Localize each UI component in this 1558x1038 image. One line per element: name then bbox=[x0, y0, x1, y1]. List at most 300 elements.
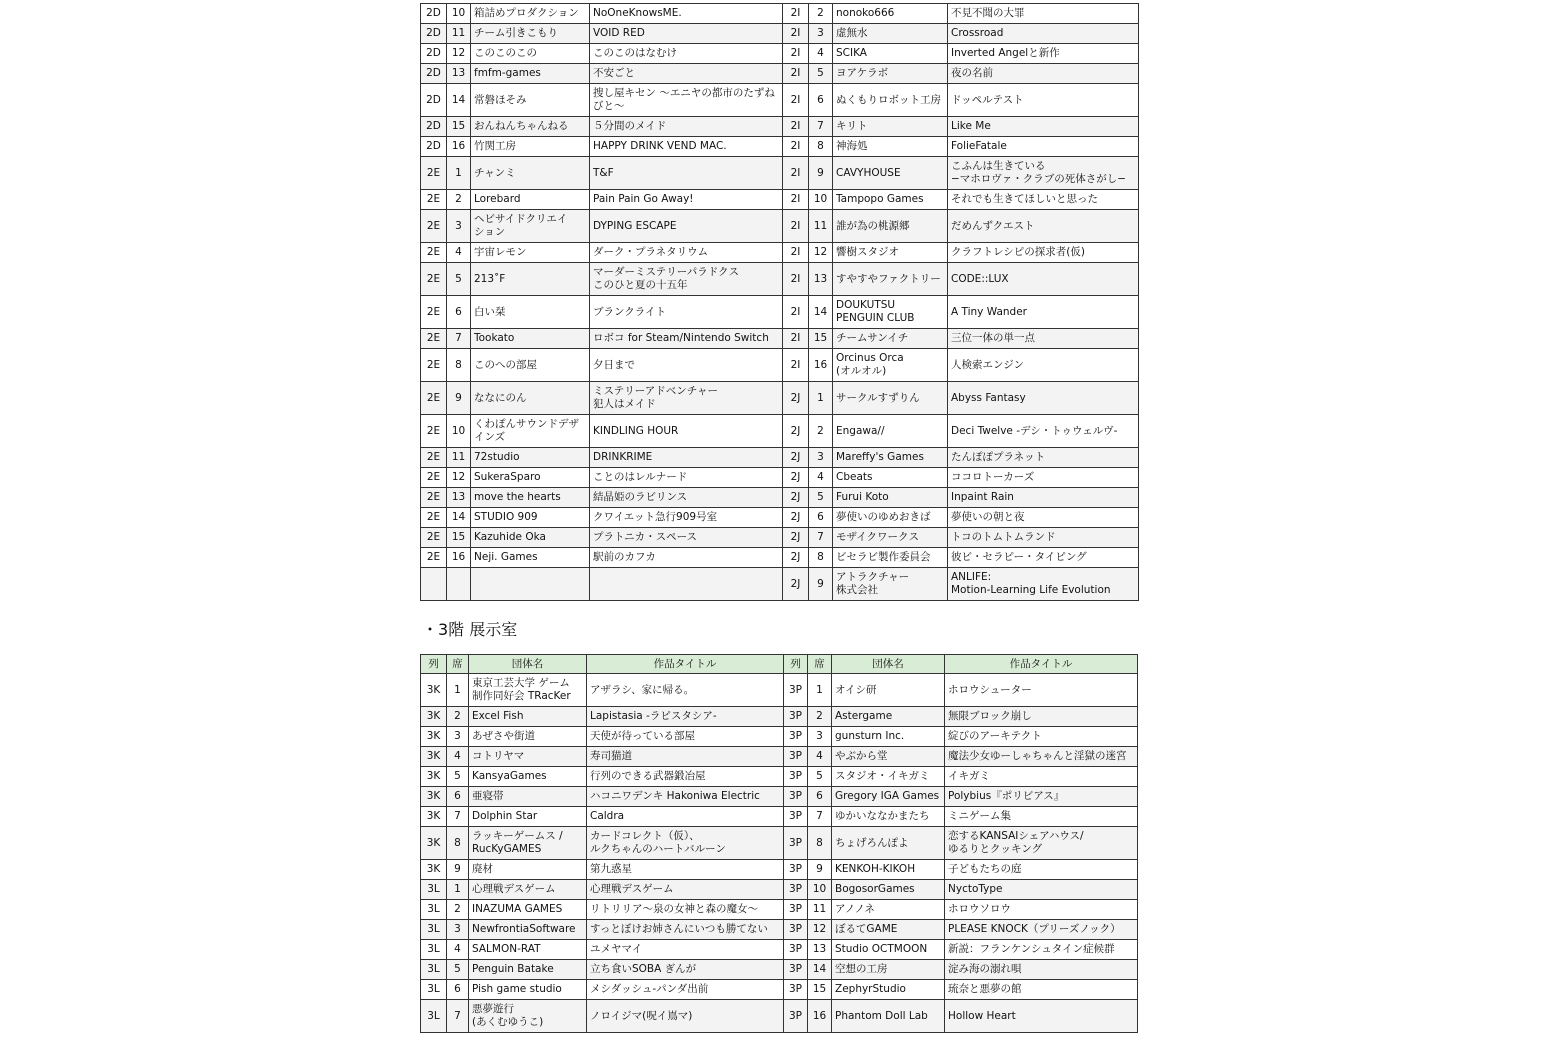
col-cell-group: 72studio bbox=[471, 448, 590, 468]
col-cell-title: クワイエット急行909号室 bbox=[590, 508, 783, 528]
col-cell-title: このこのはなむけ bbox=[590, 44, 783, 64]
col-cell-title: NyctoType bbox=[945, 880, 1138, 900]
col-cell-group: 悪夢遊行 (あくむゆうこ) bbox=[469, 1000, 587, 1033]
col-cell-group: STUDIO 909 bbox=[471, 508, 590, 528]
header-row-col: 列 bbox=[784, 655, 808, 674]
col-cell-row: 2I bbox=[783, 329, 809, 349]
col-cell-group: チームサンイチ bbox=[833, 329, 948, 349]
table-row bbox=[421, 860, 1138, 880]
col-cell-group: Studio OCTMOON bbox=[832, 940, 945, 960]
col-cell-seat: 15 bbox=[809, 329, 833, 349]
table-row bbox=[421, 117, 1139, 137]
col-cell-row: 3K bbox=[421, 827, 447, 860]
col-cell-title: T&F bbox=[590, 157, 783, 190]
col-cell-row: 2E bbox=[421, 296, 447, 329]
table-row bbox=[421, 44, 1139, 64]
header-work-title: 作品タイトル bbox=[587, 655, 784, 674]
col-cell-seat: 11 bbox=[447, 24, 471, 44]
col-cell-row: 3P bbox=[784, 747, 808, 767]
table-row bbox=[421, 84, 1139, 117]
col-cell-seat: 5 bbox=[809, 488, 833, 508]
col-cell-row: 3L bbox=[421, 880, 447, 900]
col-cell-row: 2J bbox=[783, 548, 809, 568]
col-cell-title bbox=[590, 568, 783, 601]
col-cell-group: Furui Koto bbox=[833, 488, 948, 508]
col-cell-group: アトラクチャー 株式会社 bbox=[833, 568, 948, 601]
col-cell-row: 2J bbox=[783, 382, 809, 415]
col-cell-title: KINDLING HOUR bbox=[590, 415, 783, 448]
col-cell-group: 亜寝帯 bbox=[469, 787, 587, 807]
col-cell-row: 2E bbox=[421, 349, 447, 382]
col-cell-seat: 10 bbox=[809, 190, 833, 210]
col-cell-seat: 4 bbox=[447, 747, 469, 767]
col-cell-seat: 3 bbox=[808, 727, 832, 747]
col-cell-title: Abyss Fantasy bbox=[948, 382, 1139, 415]
col-cell-group: DOUKUTSU PENGUIN CLUB bbox=[833, 296, 948, 329]
col-cell-group: やぶから堂 bbox=[832, 747, 945, 767]
table-row bbox=[421, 448, 1139, 468]
col-cell-title: 三位一体の単一点 bbox=[948, 329, 1139, 349]
col-cell-group: KENKOH-KIKOH bbox=[832, 860, 945, 880]
col-cell-title: ミニゲーム集 bbox=[945, 807, 1138, 827]
table-row bbox=[421, 64, 1139, 84]
col-cell-row: 2J bbox=[783, 448, 809, 468]
col-cell-row: 2J bbox=[783, 528, 809, 548]
col-cell-seat: 5 bbox=[447, 263, 471, 296]
col-cell-group: Kazuhide Oka bbox=[471, 528, 590, 548]
col-cell-seat: 11 bbox=[809, 210, 833, 243]
col-cell-seat bbox=[447, 568, 471, 601]
col-cell-row: 3L bbox=[421, 980, 447, 1000]
col-cell-row: 2D bbox=[421, 44, 447, 64]
col-cell-seat: 4 bbox=[808, 747, 832, 767]
col-cell-group: Tookato bbox=[471, 329, 590, 349]
col-cell-title: ホロウシューター bbox=[945, 674, 1138, 707]
col-cell-seat: 12 bbox=[809, 243, 833, 263]
col-cell-row: 2D bbox=[421, 4, 447, 24]
col-cell-row: 3P bbox=[784, 940, 808, 960]
col-cell-row: 2I bbox=[783, 44, 809, 64]
col-cell-group: ぼるてGAME bbox=[832, 920, 945, 940]
col-cell-row: 2E bbox=[421, 528, 447, 548]
col-cell-seat: 15 bbox=[447, 117, 471, 137]
col-cell-group: Engawa// bbox=[833, 415, 948, 448]
table-row bbox=[421, 900, 1138, 920]
col-cell-group: おんねんちゃんねる bbox=[471, 117, 590, 137]
col-cell-seat: 12 bbox=[808, 920, 832, 940]
col-cell-group: 虚無水 bbox=[833, 24, 948, 44]
table-row bbox=[421, 4, 1139, 24]
col-cell-row: 2E bbox=[421, 448, 447, 468]
table-row bbox=[421, 190, 1139, 210]
col-cell-title: ロボコ for Steam/Nintendo Switch bbox=[590, 329, 783, 349]
col-cell-title: 寿司猫道 bbox=[587, 747, 784, 767]
col-cell-title: イキガミ bbox=[945, 767, 1138, 787]
col-cell-title: Crossroad bbox=[948, 24, 1139, 44]
col-cell-row: 2E bbox=[421, 548, 447, 568]
col-cell-row: 3K bbox=[421, 674, 447, 707]
col-cell-seat: 13 bbox=[808, 940, 832, 960]
col-cell-seat: 7 bbox=[447, 329, 471, 349]
col-cell-title: ハコニワデンキ Hakoniwa Electric bbox=[587, 787, 784, 807]
col-cell-title: ダーク・プラネタリウム bbox=[590, 243, 783, 263]
col-cell-row: 2I bbox=[783, 4, 809, 24]
col-cell-group: ちょげろんぽよ bbox=[832, 827, 945, 860]
col-cell-seat: 5 bbox=[809, 64, 833, 84]
col-cell-title: 結晶姫のラビリンス bbox=[590, 488, 783, 508]
col-cell-title: ブランクライト bbox=[590, 296, 783, 329]
col-cell-seat: 1 bbox=[447, 157, 471, 190]
col-cell-title: ５分間のメイド bbox=[590, 117, 783, 137]
col-cell-seat: 2 bbox=[808, 707, 832, 727]
col-cell-title: Hollow Heart bbox=[945, 1000, 1138, 1033]
col-cell-row: 3P bbox=[784, 807, 808, 827]
col-cell-seat: 16 bbox=[447, 137, 471, 157]
col-cell-seat: 16 bbox=[809, 349, 833, 382]
col-cell-seat: 16 bbox=[447, 548, 471, 568]
floor2-table-body bbox=[421, 4, 1139, 601]
col-cell-group: 夢使いのゆめおきば bbox=[833, 508, 948, 528]
col-cell-title: リトリリア〜泉の女神と森の魔女〜 bbox=[587, 900, 784, 920]
col-cell-title: 第九惑星 bbox=[587, 860, 784, 880]
col-cell-title: 捜し屋キセン 〜エニヤの都市のたずね びと〜 bbox=[590, 84, 783, 117]
col-cell-group: ビセラビ製作委員会 bbox=[833, 548, 948, 568]
table-row bbox=[421, 548, 1139, 568]
col-cell-title: ドッペルテスト bbox=[948, 84, 1139, 117]
col-cell-group: KansyaGames bbox=[469, 767, 587, 787]
col-cell-seat: 7 bbox=[447, 807, 469, 827]
col-cell-title: Lapistasia -ラピスタシア- bbox=[587, 707, 784, 727]
col-cell-group: SALMON-RAT bbox=[469, 940, 587, 960]
col-cell-seat: 2 bbox=[447, 707, 469, 727]
col-cell-seat: 15 bbox=[447, 528, 471, 548]
col-cell-row: 2E bbox=[421, 382, 447, 415]
col-cell-row: 3P bbox=[784, 827, 808, 860]
col-cell-seat: 9 bbox=[808, 860, 832, 880]
col-cell-group: Gregory IGA Games bbox=[832, 787, 945, 807]
col-cell-row: 2I bbox=[783, 263, 809, 296]
col-cell-row: 2J bbox=[783, 415, 809, 448]
col-cell-title: NoOneKnowsME. bbox=[590, 4, 783, 24]
col-cell-title: 不安ごと bbox=[590, 64, 783, 84]
col-cell-seat: 3 bbox=[447, 920, 469, 940]
col-cell-group: あぜさや街道 bbox=[469, 727, 587, 747]
col-cell-group: 箱詰めプロダクション bbox=[471, 4, 590, 24]
col-cell-seat: 5 bbox=[808, 767, 832, 787]
col-cell-title: 綻びのアーキテクト bbox=[945, 727, 1138, 747]
table-row bbox=[421, 137, 1139, 157]
table-row bbox=[421, 880, 1138, 900]
col-cell-row bbox=[421, 568, 447, 601]
col-cell-group: アノノネ bbox=[832, 900, 945, 920]
col-cell-seat: 11 bbox=[447, 448, 471, 468]
col-cell-group: ヨアケラボ bbox=[833, 64, 948, 84]
col-cell-seat: 10 bbox=[808, 880, 832, 900]
col-cell-group: Cbeats bbox=[833, 468, 948, 488]
col-cell-seat: 1 bbox=[809, 382, 833, 415]
col-cell-row: 3K bbox=[421, 807, 447, 827]
col-cell-seat: 8 bbox=[809, 137, 833, 157]
col-cell-seat: 11 bbox=[808, 900, 832, 920]
col-cell-title: Inverted Angelと新作 bbox=[948, 44, 1139, 64]
col-cell-group: すやすやファクトリー bbox=[833, 263, 948, 296]
col-cell-group: キリト bbox=[833, 117, 948, 137]
col-cell-group: 常磐ほそみ bbox=[471, 84, 590, 117]
col-cell-group: SukeraSparo bbox=[471, 468, 590, 488]
col-cell-title: プラトニカ・スペース bbox=[590, 528, 783, 548]
col-cell-seat: 13 bbox=[447, 64, 471, 84]
col-cell-group: ZephyrStudio bbox=[832, 980, 945, 1000]
col-cell-group: 誰が為の桃源郷 bbox=[833, 210, 948, 243]
col-cell-title: 彼ビ・セラピー・タイピング bbox=[948, 548, 1139, 568]
col-cell-seat: 3 bbox=[447, 210, 471, 243]
col-cell-seat: 12 bbox=[447, 468, 471, 488]
table-row bbox=[421, 528, 1139, 548]
col-cell-title: 琉奈と悪夢の館 bbox=[945, 980, 1138, 1000]
col-cell-seat: 14 bbox=[447, 84, 471, 117]
col-cell-title: Inpaint Rain bbox=[948, 488, 1139, 508]
col-cell-row: 2D bbox=[421, 117, 447, 137]
col-cell-row: 2I bbox=[783, 349, 809, 382]
col-cell-title: それでも生きてほしいと思った bbox=[948, 190, 1139, 210]
col-cell-group: Penguin Batake bbox=[469, 960, 587, 980]
col-cell-seat: 6 bbox=[808, 787, 832, 807]
col-cell-seat: 3 bbox=[809, 448, 833, 468]
col-cell-group: move the hearts bbox=[471, 488, 590, 508]
col-cell-group: このこのこの bbox=[471, 44, 590, 64]
col-cell-title: ココロトーカーズ bbox=[948, 468, 1139, 488]
col-cell-seat: 5 bbox=[447, 767, 469, 787]
col-cell-group bbox=[471, 568, 590, 601]
col-cell-title: アザラシ、家に帰る。 bbox=[587, 674, 784, 707]
table-row bbox=[421, 488, 1139, 508]
col-cell-row: 2E bbox=[421, 157, 447, 190]
col-cell-row: 2E bbox=[421, 243, 447, 263]
col-cell-seat: 9 bbox=[809, 157, 833, 190]
col-cell-title: DYPING ESCAPE bbox=[590, 210, 783, 243]
col-cell-row: 3P bbox=[784, 860, 808, 880]
col-cell-title: ANLIFE: Motion-Learning Life Evolution bbox=[948, 568, 1139, 601]
col-cell-seat: 6 bbox=[447, 787, 469, 807]
col-cell-title: CODE::LUX bbox=[948, 263, 1139, 296]
table-row bbox=[421, 157, 1139, 190]
col-cell-row: 2D bbox=[421, 24, 447, 44]
col-cell-row: 2I bbox=[783, 296, 809, 329]
floor3-exhibitor-table bbox=[420, 654, 1138, 1033]
col-cell-row: 3P bbox=[784, 980, 808, 1000]
table-row bbox=[421, 296, 1139, 329]
col-cell-title: 夕日まで bbox=[590, 349, 783, 382]
col-cell-row: 2I bbox=[783, 157, 809, 190]
col-cell-title: カードコレクト（仮）、 ルクちゃんのハートバルーン bbox=[587, 827, 784, 860]
col-cell-title: こふんは生きている −マホロヴァ・クラブの死体さがし− bbox=[948, 157, 1139, 190]
col-cell-seat: 2 bbox=[809, 415, 833, 448]
table-row bbox=[421, 674, 1138, 707]
col-cell-row: 2E bbox=[421, 488, 447, 508]
col-cell-group: 神海処 bbox=[833, 137, 948, 157]
table-row bbox=[421, 787, 1138, 807]
col-cell-seat: 14 bbox=[809, 296, 833, 329]
table-row bbox=[421, 382, 1139, 415]
header-seat: 席 bbox=[447, 655, 469, 674]
col-cell-seat: 4 bbox=[809, 468, 833, 488]
col-cell-seat: 9 bbox=[447, 382, 471, 415]
col-cell-row: 2E bbox=[421, 468, 447, 488]
col-cell-row: 2E bbox=[421, 263, 447, 296]
col-cell-group: Mareffy's Games bbox=[833, 448, 948, 468]
table-row bbox=[421, 960, 1138, 980]
col-cell-seat: 14 bbox=[808, 960, 832, 980]
col-cell-row: 2I bbox=[783, 190, 809, 210]
col-cell-group: INAZUMA GAMES bbox=[469, 900, 587, 920]
col-cell-group: 心理戦デスゲーム bbox=[469, 880, 587, 900]
col-cell-seat: 4 bbox=[447, 243, 471, 263]
col-cell-group: Pish game studio bbox=[469, 980, 587, 1000]
col-cell-title: 夜の名前 bbox=[948, 64, 1139, 84]
col-cell-seat: 7 bbox=[809, 528, 833, 548]
col-cell-title: 恋するKANSAIシェアハウス/ ゆるりとクッキング bbox=[945, 827, 1138, 860]
col-cell-seat: 6 bbox=[809, 84, 833, 117]
header-row bbox=[421, 655, 1138, 674]
col-cell-row: 3K bbox=[421, 860, 447, 880]
col-cell-row: 3P bbox=[784, 900, 808, 920]
table-row bbox=[421, 329, 1139, 349]
col-cell-seat: 6 bbox=[809, 508, 833, 528]
col-cell-group: 宇宙レモン bbox=[471, 243, 590, 263]
col-cell-seat: 4 bbox=[447, 940, 469, 960]
col-cell-seat: 15 bbox=[808, 980, 832, 1000]
col-cell-row: 2I bbox=[783, 64, 809, 84]
col-cell-row: 2I bbox=[783, 210, 809, 243]
col-cell-group: SCIKA bbox=[833, 44, 948, 64]
col-cell-row: 3L bbox=[421, 1000, 447, 1033]
col-cell-group: 響樹スタジオ bbox=[833, 243, 948, 263]
col-cell-title: 不見不聞の大罪 bbox=[948, 4, 1139, 24]
col-cell-row: 2J bbox=[783, 468, 809, 488]
table-row bbox=[421, 243, 1139, 263]
col-cell-group: Astergame bbox=[832, 707, 945, 727]
col-cell-group: nonoko666 bbox=[833, 4, 948, 24]
col-cell-group: ななにのん bbox=[471, 382, 590, 415]
col-cell-title: 夢使いの朝と夜 bbox=[948, 508, 1139, 528]
table-row bbox=[421, 727, 1138, 747]
col-cell-group: チャンミ bbox=[471, 157, 590, 190]
table-row bbox=[421, 263, 1139, 296]
header-group-name: 団体名 bbox=[832, 655, 945, 674]
col-cell-title: 天使が待っている部屋 bbox=[587, 727, 784, 747]
col-cell-group: このへの部屋 bbox=[471, 349, 590, 382]
col-cell-row: 3P bbox=[784, 880, 808, 900]
col-cell-title: A Tiny Wander bbox=[948, 296, 1139, 329]
col-cell-row: 3K bbox=[421, 707, 447, 727]
col-cell-seat: 8 bbox=[447, 349, 471, 382]
col-cell-title: 立ち食いSOBA ぎんが bbox=[587, 960, 784, 980]
col-cell-row: 2D bbox=[421, 64, 447, 84]
col-cell-title: 無限ブロック崩し bbox=[945, 707, 1138, 727]
col-cell-group: チーム引きこもり bbox=[471, 24, 590, 44]
col-cell-row: 3K bbox=[421, 767, 447, 787]
col-cell-title: Caldra bbox=[587, 807, 784, 827]
table-row bbox=[421, 827, 1138, 860]
col-cell-row: 3P bbox=[784, 707, 808, 727]
col-cell-seat: 10 bbox=[447, 415, 471, 448]
col-cell-group: Excel Fish bbox=[469, 707, 587, 727]
col-cell-title: Pain Pain Go Away! bbox=[590, 190, 783, 210]
col-cell-title: Polybius『ポリビアス』 bbox=[945, 787, 1138, 807]
col-cell-title: ミステリーアドベンチャー 犯人はメイド bbox=[590, 382, 783, 415]
col-cell-group: モザイクワークス bbox=[833, 528, 948, 548]
col-cell-seat: 2 bbox=[809, 4, 833, 24]
col-cell-row: 2E bbox=[421, 415, 447, 448]
col-cell-group: Neji. Games bbox=[471, 548, 590, 568]
col-cell-row: 2D bbox=[421, 84, 447, 117]
col-cell-title: FolieFatale bbox=[948, 137, 1139, 157]
col-cell-seat: 6 bbox=[447, 980, 469, 1000]
col-cell-group: 白い栞 bbox=[471, 296, 590, 329]
col-cell-group: ゆかいななかまたち bbox=[832, 807, 945, 827]
col-cell-row: 2E bbox=[421, 508, 447, 528]
table-row bbox=[421, 980, 1138, 1000]
table-row bbox=[421, 24, 1139, 44]
table-row bbox=[421, 807, 1138, 827]
col-cell-seat: 1 bbox=[447, 880, 469, 900]
col-cell-row: 2E bbox=[421, 329, 447, 349]
col-cell-row: 2I bbox=[783, 117, 809, 137]
header-seat: 席 bbox=[808, 655, 832, 674]
col-cell-row: 2E bbox=[421, 190, 447, 210]
col-cell-group: BogosorGames bbox=[832, 880, 945, 900]
col-cell-group: スタジオ・イキガミ bbox=[832, 767, 945, 787]
col-cell-row: 3P bbox=[784, 920, 808, 940]
col-cell-seat: 2 bbox=[447, 900, 469, 920]
col-cell-group: fmfm-games bbox=[471, 64, 590, 84]
table-row bbox=[421, 767, 1138, 787]
col-cell-title: 駅前のカフカ bbox=[590, 548, 783, 568]
col-cell-seat: 16 bbox=[808, 1000, 832, 1033]
col-cell-title: クラフトレシピの探求者(仮) bbox=[948, 243, 1139, 263]
section-title-floor3: ・3階 展示室 bbox=[422, 620, 518, 639]
col-cell-group: オイシ研 bbox=[832, 674, 945, 707]
col-cell-row: 2E bbox=[421, 210, 447, 243]
col-cell-group: 東京工芸大学 ゲーム 制作同好会 TRacKer bbox=[469, 674, 587, 707]
col-cell-row: 2I bbox=[783, 24, 809, 44]
col-cell-seat: 3 bbox=[447, 727, 469, 747]
col-cell-title: メシダッシュ-パンダ出前 bbox=[587, 980, 784, 1000]
col-cell-group: Lorebard bbox=[471, 190, 590, 210]
col-cell-seat: 2 bbox=[447, 190, 471, 210]
table-row bbox=[421, 210, 1139, 243]
col-cell-row: 3K bbox=[421, 727, 447, 747]
col-cell-row: 3L bbox=[421, 960, 447, 980]
col-cell-title: 子どもたちの庭 bbox=[945, 860, 1138, 880]
col-cell-seat: 8 bbox=[809, 548, 833, 568]
col-cell-group: NewfrontiaSoftware bbox=[469, 920, 587, 940]
col-cell-row: 2J bbox=[783, 568, 809, 601]
col-cell-title: たんぽぽプラネット bbox=[948, 448, 1139, 468]
col-cell-seat: 1 bbox=[808, 674, 832, 707]
col-cell-seat: 7 bbox=[808, 807, 832, 827]
col-cell-group: Dolphin Star bbox=[469, 807, 587, 827]
col-cell-title: HAPPY DRINK VEND MAC. bbox=[590, 137, 783, 157]
col-cell-row: 3L bbox=[421, 900, 447, 920]
col-cell-row: 2D bbox=[421, 137, 447, 157]
col-cell-group: CAVYHOUSE bbox=[833, 157, 948, 190]
col-cell-title: 行列のできる武器鍛冶屋 bbox=[587, 767, 784, 787]
col-cell-title: Deci Twelve -デシ・トゥウェルヴ- bbox=[948, 415, 1139, 448]
header-row-col: 列 bbox=[421, 655, 447, 674]
floor2-exhibitor-table bbox=[420, 3, 1139, 601]
table-row bbox=[421, 747, 1138, 767]
